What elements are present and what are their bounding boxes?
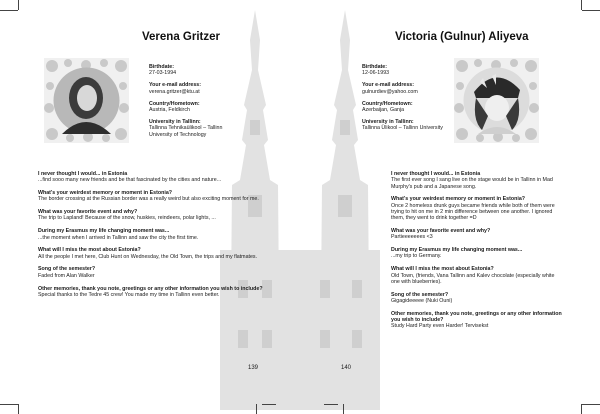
field-value: Tallinna Ülikool – Tallinn University — [362, 125, 443, 132]
page-number: 139 — [248, 365, 259, 371]
portrait-photo — [44, 58, 129, 143]
question: What's your weirdest memory or moment in Estonia? — [391, 196, 525, 203]
answer: Faded from Alan Walker — [38, 272, 95, 279]
field-label: Country/Hometown: — [362, 100, 413, 107]
question: Song of the semester? — [38, 266, 96, 273]
questionnaire — [391, 171, 563, 336]
field-value: 27-03-1994 — [149, 70, 177, 77]
field-label: University in Tallinn: — [362, 119, 414, 126]
page-number: 140 — [341, 365, 352, 371]
field-label: Birthdate: — [362, 64, 388, 70]
field-label: Country/Hometown: — [149, 100, 200, 107]
question: I never thought I would... in Estonia — [391, 171, 481, 177]
question: What's your weirdest memory or moment in Estonia? — [38, 190, 172, 197]
field-label: Birthdate: — [149, 64, 175, 70]
answer: The first ever song I sang live on the stage would be in Tallinn in Mad Murphy's pub and a Japanese song. — [391, 177, 553, 190]
question: Other memories, thank you note, greetings or any other information you wish to include? — [391, 310, 562, 324]
field-value: gulnurdiev@yahoo.com — [362, 88, 418, 95]
answer: ...the moment when I arrived in Tallinn and saw the city the first time. — [38, 234, 199, 241]
field-value: Azerbaijan, Ganja — [362, 107, 405, 114]
answer: ...my trip to Germany. — [391, 253, 442, 260]
answer: Old Town, (friends, Vana Tallinn and Kalev chocolate (especially white one with blueberries). — [391, 272, 555, 285]
question: Song of the semester? — [391, 291, 449, 298]
answer: Study Hard Party even Harder! Tervisekst — [391, 323, 489, 330]
answer: ...find sooo many new friends and be that fascinated by the cities and nature... — [38, 177, 222, 184]
personal-details — [149, 64, 244, 144]
answer: The trip to Lapland! Because of the snow, huskies, reindeers, polar lights, ... — [38, 215, 216, 222]
field-value: Austria, Feldkirch — [149, 107, 190, 114]
question: During my Erasmus my life changing moment was... — [391, 247, 523, 254]
question: Other memories, thank you note, greetings or any other information you wish to include? — [38, 285, 263, 292]
question: During my Erasmus my life changing moment was... — [38, 228, 170, 235]
field-value: verena.gritzer@ktu.at — [149, 88, 200, 95]
answer: Special thanks to the Tedre 45 crew! You made my time in Tallinn even better. — [38, 291, 220, 298]
question: What will I miss the most about Estonia? — [391, 266, 494, 273]
field-value: 12-06-1993 — [362, 70, 390, 77]
question: What was your favorite event and why? — [38, 209, 138, 216]
question: I never thought I would... in Estonia — [38, 171, 128, 177]
question: What was your favorite event and why? — [391, 228, 491, 235]
questionnaire — [38, 171, 270, 305]
answer: All the people I met here, Club Hunt on Wednesday, the Old Town, the trips and my flatmates. — [38, 253, 258, 260]
portrait-photo — [454, 58, 539, 143]
student-name: Victoria (Gulnur) Aliyeva — [395, 31, 529, 43]
student-name: Verena Gritzer — [142, 31, 220, 43]
right-page — [300, 0, 600, 414]
field-label: Your e-mail address: — [362, 82, 415, 89]
question: What will I miss the most about Estonia? — [38, 247, 141, 254]
field-label: Your e-mail address: — [149, 82, 202, 89]
field-value: Tallinna Tehnikaülikool – Tallinn University of Technology — [149, 125, 223, 138]
answer: Once 2 homeless drunk guys became friends while both of them were trying to hit on me in 2 min difference between one another. I ignored them, they went to drink together =D — [391, 202, 555, 222]
personal-details — [362, 64, 457, 138]
answer: Gigagideeeee (Nuki Ouni) — [391, 297, 453, 304]
field-label: University in Tallinn: — [149, 119, 201, 126]
answer: Partieeeeeees <3 — [391, 234, 433, 241]
answer: The border crossing at the Russian border was a really weird but also exciting moment for me. — [38, 196, 259, 203]
